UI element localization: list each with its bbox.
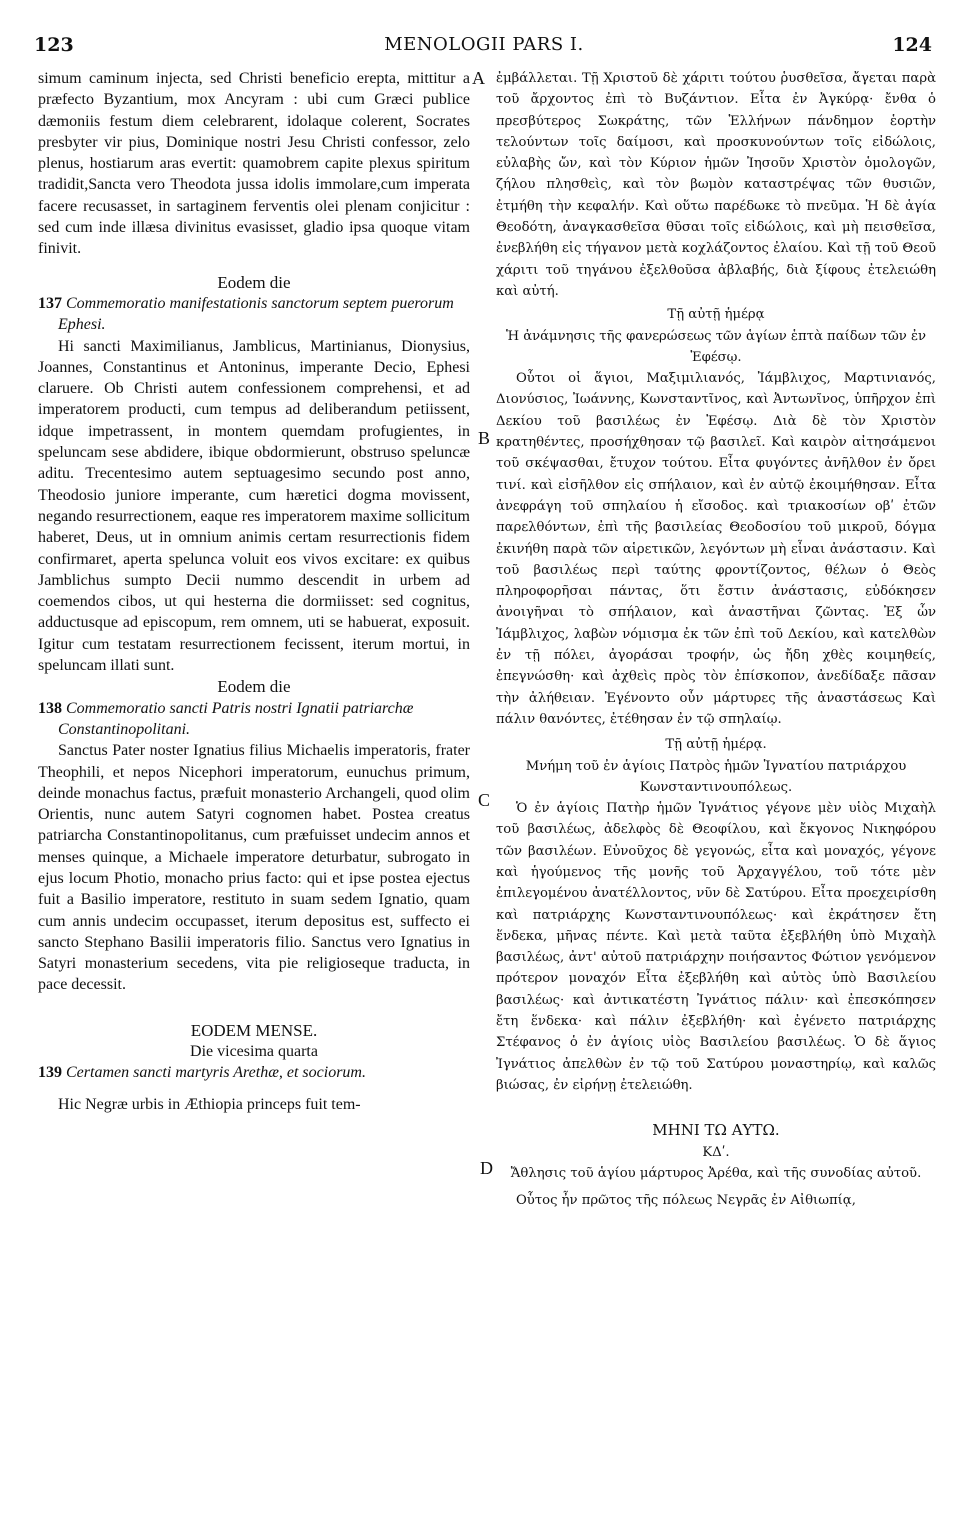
greek-paragraph-1: ἐμβάλλεται. Τῇ Χριστοῦ δὲ χάριτι τούτου ῥυσθεῖσα, ἄγεται παρὰ τοῦ ἄρχοντος ἐπὶ τὸ Βυζάντιον. Εἶτα ἐν Ἀγκύρᾳ· ἔνθα ὁ πρεσβύτερος Σωκράτης, τῶν Ἑλλήνων πάνδημον ἑορτὴν τελούντων τοῖς δαίμοσι, καὶ προσκυνούντων τοῖς εἰδώλοις, εὐλαβὴς ὤν, καὶ τὸν Κύριον ἡμῶν Ἰησοῦν Χριστὸν ὁμολογῶν, ζήλου πλησθεὶς, καὶ τὸν βωμὸν καταστρέψας τῶν θυσιῶν, ἐτμήθη τὴν κεφαλήν. Καὶ οὕτω παρέδωκε τὸ πνεῦμα. Ἡ δὲ ἁγία Θεοδότη, ἀναγκασθεῖσα θῦσαι τοῖς εἰδώλοις, καὶ μὴ πεισθεῖσα, ἐνεβλήθη εἰς τήγανον μετὰ κοχλάζοντος ἐλαίου. Καὶ τῇ τοῦ Θεοῦ χάριτι τοῦ τηγάνου ἐξελθοῦσα ἀβλαβής, διὰ ξίφους ἐτελειώθη καὶ αὐτή. bbox=[496, 71, 936, 299]
entry-number-139: 139 bbox=[38, 1064, 62, 1082]
latin-entry-137-title: 137 Commemoratio manifestationis sanctorum septem puerorum Ephesi. bbox=[38, 294, 454, 334]
greek-entry-138-title: Μνήμη τοῦ ἐν ἁγίοις Πατρὸς ἡμῶν Ἰγνατίου πατριάρχου Κωνσταντινουπόλεως. bbox=[525, 758, 907, 795]
greek-entry-138-text: Ὁ ἐν ἁγίοις Πατὴρ ἡμῶν Ἰγνάτιος γέγονε μὲν υἱὸς Μιχαὴλ τοῦ βασιλέως, ἀδελφὸς δὲ Θεοφίλου, καὶ ἔκγονος Νικηφόρου τῶν βασιλέων. Εὐνοῦχος δὲ γεγονώς, εἶτα καὶ μοναχός, γέγονε καὶ ἡγούμενος τῆς μονῆς τοῦ Ἀρχαγγέλου, τοῦ τότε μὲν ἐπιλεγομένου ἀνατέλλοντος, νῦν δὲ Σατύρου. Εἶτα προεχειρίσθη καὶ πατριάρχης Κωνσταντινουπόλεως· καὶ ἐκράτησεν ἔτη ἕνδεκα, μῆνας πέντε. Καὶ μετὰ ταῦτα ἐξεβλήθη ὑπὸ Μιχαὴλ βασιλέως, ἀντ' αὐτοῦ πατριάρχην ποιήσαντος Φώτιον γενόμενον πρότερον μοναχόν Εἶτα ἐξεβλήθη καὶ αὐτὸς ὑπὸ Βασιλείου βασιλέως· καὶ ἀντικατέστη Ἰγνάτιος πάλιν· καὶ ἐπεσκόπησεν ἔτη ἕνδεκα· καὶ πάλιν ἐξεβλήθη· καὶ ἐγένετο πατριάρχης Στέφανος ὁ ἐν ἁγίοις υἱὸς Βασιλείου βασιλέως. Ὁ δὲ ἅγιος Ἰγνάτιος ἀπελθὼν ἐν τῷ τοῦ Σατύρου μοναστηρίῳ, καὶ καλῶς βιώσας, ἐν εἰρήνῃ ἐτελειώθη. bbox=[496, 801, 936, 1093]
latin-month-heading: EODEM MENSE. bbox=[190, 1020, 318, 1040]
greek-entry-137-title: Ἡ ἀνάμνησις τῆς φανερώσεως τῶν ἁγίων ἑπτὰ παίδων τῶν ἐν Ἐφέσῳ. bbox=[505, 328, 927, 365]
latin-entry-137-text: Hi sancti Maximilianus, Jamblicus, Martinianus, Dionysius, Joannes, Constantinus et Antoninus, imperante Decio, Ephesi claruere. Ob Christi autem confessionem comprehensi, et ad imperatorem producti, cum tempus ad deliberandum petiissent, idque impetrassent, in montem quemdam profugientes, in speluncam sese abdidere, ibique obdormierunt, obstruso speluncæ aditu. Trecentesimo autem septuagesimo secundo post anno, Theodosio juniore imperante, cum hæretici dogma movissent, negando resurrectionem, eaque res imperatorem maxime sollicitum haberet, Deus, ut in omnium animis certam resurrectionis fidem confirmaret, aperta spelunca voluit eos vivos excitare: ex quibus Jamblichus sumpto Decii nummo descendit in urbem ad coemendos cibos, ut qui hesterna die dormiisset: sed cognitus, adductusque ad episcopum, rem omnem, uti se habuerat, exposuit. Igitur cum testatam resurrectionem fecissent, iterum mortui, in speluncam illati sunt. bbox=[38, 337, 470, 675]
margin-letter-d: D bbox=[480, 1158, 493, 1178]
page-header bbox=[0, 34, 968, 58]
entry-number-137: 137 bbox=[38, 294, 62, 312]
latin-entry-139-text: Hic Negræ urbis in Æthiopia princeps fuit tem- bbox=[58, 1095, 361, 1113]
greek-entry-139-text: Οὗτος ἦν πρῶτος τῆς πόλεως Νεγρᾶς ἐν Αἰθιωπίᾳ, bbox=[516, 1193, 856, 1209]
margin-letter-c: C bbox=[478, 790, 491, 810]
greek-month-heading: ΜΗΝΙ ΤΩ ΑΥΤΩ. bbox=[652, 1121, 780, 1140]
latin-column bbox=[38, 68, 470, 1115]
latin-entry-138-text: Sanctus Pater noster Ignatius filius Michaelis imperatoris, frater Theophili, et nepos Nicephori imperatorum, eunuchus primum, deinde monachus factus, præfuit monasterio Archangeli, quod olim Orientis, nunc autem Satyri cognomen habet. Postea creatus patriarcha Constantinopolitanus, cum præfuisset undecim annos et menses quinque, a Michaele imperatore deturbatur, subrogato in ejus locum Photio, monacho prius facto: qui et ipse postea ejectus fuit a Basilio imperatore, restituto in suam sedem Ignatio, quam cum annis undecim occupasset, iterum depositus est, suffecto ei sancto Stephano Basilii imperatoris filio. Sanctus vero Ignatius in Satyri monasterium secedens, vita pie religioseque traducta, in pace decessit. bbox=[38, 742, 470, 994]
right-page-number: 124 bbox=[892, 34, 932, 56]
latin-entry-139-title: 139 Certamen sancti martyris Arethæ, et sociorum. bbox=[38, 1064, 366, 1082]
latin-eodem-die-2: Eodem die bbox=[217, 677, 291, 697]
latin-paragraph-1: simum caminum injecta, sed Christi beneficio erepta, mittitur a præfecto Byzantium, mox Ancyram : ubi cum Græci publice dæmoniis festum diem celebrarent, idolaque colerent, Socrates presbyter vir pius, Dominique nostri Jesu Christi confessor, zelo plenus, hostiarum aras evertit: quamobrem capite plexus spiritum tradidit,Sancta vero Theodota jussa idolis immolare,cum imperata facere recusasset, in sartaginem ferventis olei plenam conjicitur : sed cum inde illæsa divinitus evasisset, gladio ipsa quoque vitam finivit. bbox=[38, 70, 470, 258]
margin-letter-a: A bbox=[472, 68, 485, 88]
latin-eodem-die-1: Eodem die bbox=[217, 272, 291, 292]
latin-entry-138-title: 138 Commemoratio sancti Patris nostri Ignatii patriarchæ Constantinopolitani. bbox=[38, 699, 414, 738]
left-page-number: 123 bbox=[34, 34, 74, 56]
latin-day-heading: Die vicesima quarta bbox=[190, 1043, 318, 1061]
greek-eodem-die-1: Τῇ αὐτῇ ἡμέρᾳ bbox=[667, 307, 765, 323]
greek-entry-137-text: Οὗτοι οἱ ἅγιοι, Μαξιμιλιανός, Ἰάμβλιχος, Μαρτινιανός, Διονύσιος, Ἰωάννης, Κωνσταντῖνος, καὶ Ἀντωνῖνος, ὑπῆρχον ἐπὶ Δεκίου τοῦ βασιλέως ἐν Ἐφέσῳ. Διὰ δὲ τὸν Χριστὸν κρατηθέντες, προσήχθησαν τῷ βασιλεῖ. Καὶ καιρὸν αἰτησάμενοι τοῦ σκέψασθαι, ἔτυχον τούτου. Εἶτα φυγόντες ἀνῆλθον ἐν ὄρει τινί. καὶ εἰσῆλθον εἰς σπήλαιον, καὶ ἐν αὐτῷ ἐκοιμήθησαν. Εἶτα ἀνεφράγη τοῦ σπηλαίου ἡ εἴσοδος. καὶ τριακοσίων οβʹ ἐτῶν παρελθόντων, ἐπὶ τῆς βασιλείας Θεοδοσίου τοῦ μικροῦ, δόγμα ἐκινήθη παρὰ τῶν αἱρετικῶν, λεγόντων μὴ εἶναι ἀνάστασιν. Καὶ τοῦ βασιλέως περὶ ταύτης φροντίζοντος, θέλων ὁ Θεὸς πληροφορῆσαι πάντας, ὅτι ἔστιν ἀνάστασις, εὐδόκησεν ἀνοιγῆναι τὸ σπήλαιον, καὶ ἀναστῆναι ζῶντας. Ἐξ ὧν Ἰάμβλιχος, λαβὼν νόμισμα ἐκ τῶν ἐπὶ τοῦ Δεκίου, καὶ κατελθὼν ἐν τῇ πόλει, ἀγοράσαι τροφήν, ὡς ἤδη χθὲς κοιμηθείς, ἐπεγνώσθη· καὶ ἀχθεὶς πρὸς τὸν ἐπίσκοπον, ἀνεδίδαξε πᾶσαν τὴν ἀλήθειαν. Ἐγένοντο οὖν μάρτυρες τῆς ἀναστάσεως Καὶ πάλιν θανόντες, ἐτέθησαν ἐν τῷ σπηλαίῳ. bbox=[496, 371, 936, 727]
margin-letter-b: B bbox=[478, 428, 491, 448]
running-title: MENOLOGII PARS I. bbox=[384, 34, 584, 55]
greek-entry-139-title: Ἄθλησις τοῦ ἁγίου μάρτυρος Ἀρέθα, καὶ τῆς συνοδίας αὐτοῦ. bbox=[510, 1165, 922, 1181]
entry-number-138: 138 bbox=[38, 699, 62, 717]
greek-eodem-die-2: Τῇ αὐτῇ ἡμέρᾳ. bbox=[665, 737, 767, 753]
greek-column bbox=[496, 68, 936, 1211]
greek-day-heading: ΚΔʹ. bbox=[702, 1144, 730, 1160]
